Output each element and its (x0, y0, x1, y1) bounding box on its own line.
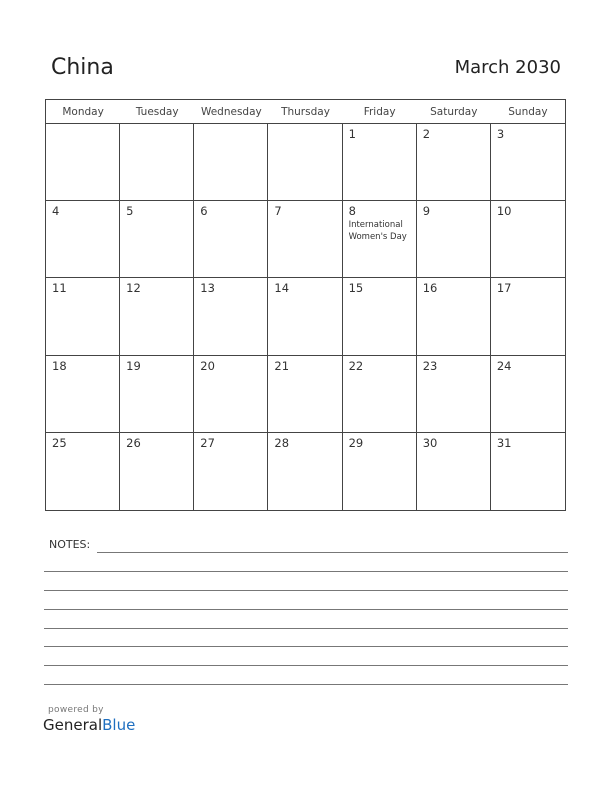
day-cell (343, 201, 417, 278)
day-cell (46, 433, 120, 510)
day-number: 28 (274, 435, 290, 450)
holiday-event: International Women's Day (348, 220, 407, 243)
day-number: 11 (52, 281, 67, 296)
day-cell (46, 124, 120, 201)
weekday-header-thursday: Thursday (268, 100, 342, 124)
day-cell (268, 356, 342, 433)
weekday-header-wednesday: Wednesday (194, 100, 268, 124)
day-cell (417, 278, 491, 355)
notes-line (44, 628, 568, 629)
notes-line (44, 590, 568, 591)
day-cell (194, 278, 268, 355)
day-number: 5 (126, 204, 134, 219)
day-cell (120, 201, 194, 278)
day-number: 4 (52, 204, 60, 219)
day-number: 30 (422, 435, 438, 450)
day-number: 23 (422, 358, 438, 373)
day-cell (417, 433, 491, 510)
brand-name-general: General (43, 716, 103, 734)
day-number: 24 (496, 358, 512, 373)
day-number: 12 (126, 281, 141, 296)
day-cell (491, 124, 565, 201)
notes-line (44, 684, 568, 685)
day-cell (417, 201, 491, 278)
day-cell (491, 278, 565, 355)
notes-line (44, 646, 568, 647)
day-number: 7 (274, 204, 282, 219)
day-cell (268, 201, 342, 278)
day-cell (46, 201, 120, 278)
day-cell (491, 356, 565, 433)
day-cell (343, 356, 417, 433)
notes-line (44, 665, 568, 666)
day-cell (194, 201, 268, 278)
day-number: 17 (496, 281, 512, 296)
day-cell (268, 433, 342, 510)
day-cell (417, 356, 491, 433)
day-cell (46, 278, 120, 355)
day-number: 10 (496, 204, 512, 219)
day-cell (268, 278, 342, 355)
weekday-header-monday: Monday (46, 100, 120, 124)
day-number: 6 (200, 204, 208, 219)
notes-line (97, 552, 568, 553)
day-number: 16 (422, 281, 438, 296)
day-cell (120, 433, 194, 510)
day-number: 18 (52, 358, 67, 373)
powered-by-text: powered by (48, 705, 104, 715)
day-number: 25 (52, 435, 67, 450)
day-cell (194, 124, 268, 201)
day-cell (417, 124, 491, 201)
day-number: 31 (496, 435, 512, 450)
day-cell (194, 433, 268, 510)
day-number: 13 (200, 281, 215, 296)
day-cell (268, 124, 342, 201)
day-cell (120, 356, 194, 433)
weekday-header-saturday: Saturday (417, 100, 491, 124)
notes-line (44, 571, 568, 572)
day-cell (491, 433, 565, 510)
day-cell (343, 278, 417, 355)
brand-logo[interactable] (43, 716, 135, 734)
day-cell (46, 356, 120, 433)
day-number: 19 (126, 358, 141, 373)
day-cell (491, 201, 565, 278)
day-cell (343, 124, 417, 201)
weekday-header-friday: Friday (343, 100, 417, 124)
calendar-grid (45, 99, 566, 511)
day-number: 21 (274, 358, 290, 373)
month-year-title: March 2030 (454, 57, 561, 78)
day-number: 9 (422, 204, 431, 219)
day-number: 15 (348, 281, 364, 296)
day-number: 1 (348, 127, 356, 141)
notes-line (44, 609, 568, 610)
day-number: 27 (200, 435, 215, 450)
day-number: 8 (348, 204, 356, 219)
day-number: 20 (200, 358, 215, 373)
day-cell (120, 278, 194, 355)
day-number: 22 (348, 358, 364, 373)
day-number: 3 (496, 127, 505, 141)
notes-label: NOTES: (49, 538, 91, 551)
day-number: 2 (422, 127, 431, 141)
day-number: 14 (274, 281, 290, 296)
day-cell (194, 356, 268, 433)
weekday-header-tuesday: Tuesday (120, 100, 194, 124)
day-number: 26 (126, 435, 141, 450)
day-cell (120, 124, 194, 201)
weekday-header-sunday: Sunday (491, 100, 565, 124)
country-title: China (51, 55, 114, 80)
brand-name-blue: Blue (102, 716, 136, 734)
day-cell (343, 433, 417, 510)
day-number: 29 (348, 435, 364, 450)
